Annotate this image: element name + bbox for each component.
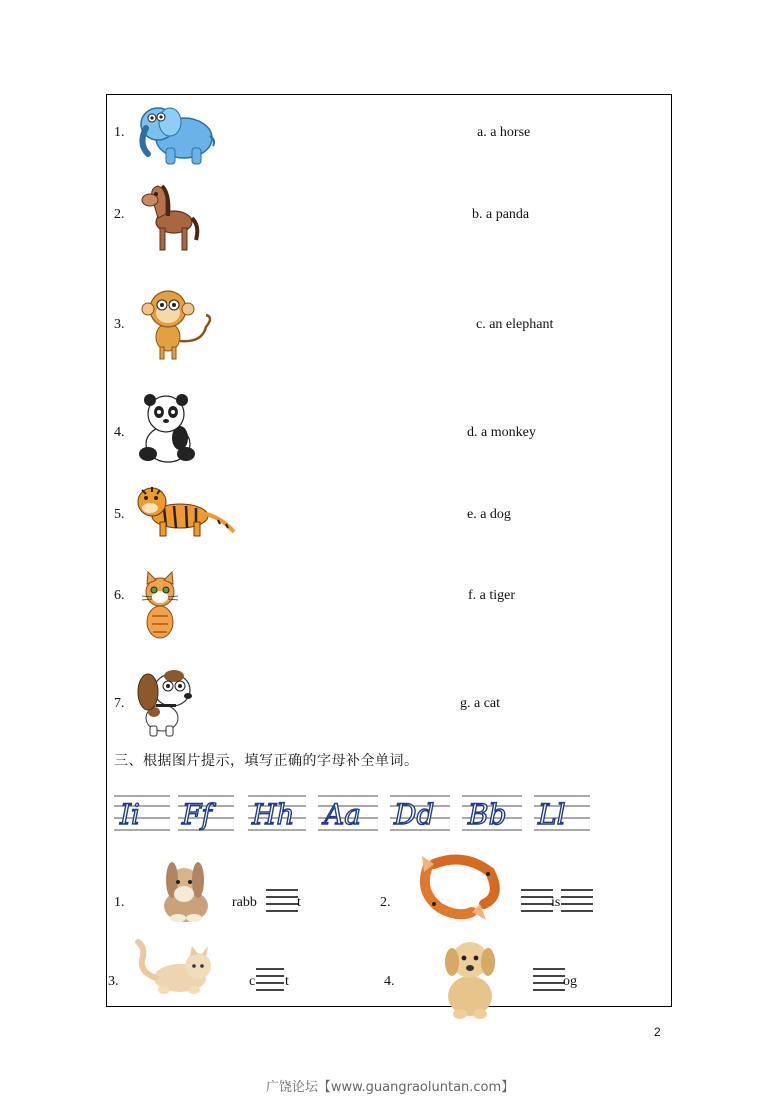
letter-5: Dd: [394, 798, 435, 831]
item-1-number: 1.: [114, 125, 125, 140]
option-d: d. a monkey: [467, 425, 536, 440]
word-3-number: 3.: [108, 974, 119, 989]
option-f: f. a tiger: [468, 588, 516, 603]
letter-2: Ff: [182, 798, 212, 831]
section-3-title: 三、根据图片提示，填写正确的字母补全单词。: [114, 753, 419, 769]
monkey-icon: [136, 287, 218, 361]
item-2-number: 2.: [114, 207, 125, 222]
option-e: e. a dog: [467, 507, 511, 522]
option-g: g. a cat: [460, 696, 501, 711]
word-2-suffix: is: [551, 895, 561, 910]
item-6-number: 6.: [114, 588, 125, 603]
word-2-blank-2[interactable]: [561, 889, 593, 913]
word-4-number: 4.: [384, 974, 395, 989]
item-5-number: 5.: [114, 507, 125, 522]
item-3-number: 3.: [114, 317, 125, 332]
word-2-blank-1[interactable]: [521, 889, 553, 913]
dog-icon: [134, 664, 198, 738]
option-a: a. a horse: [477, 125, 531, 140]
word-3-suffix: t: [285, 974, 289, 989]
letter-7: Ll: [538, 798, 566, 831]
letter-6: Bb: [468, 798, 507, 831]
word-2-number: 2.: [380, 895, 391, 910]
horse-icon: [138, 180, 202, 254]
letter-3: Hh: [252, 798, 295, 831]
letter-4: Aa: [324, 798, 361, 831]
letter-practice-row: [114, 786, 594, 842]
word-4-blank[interactable]: [533, 968, 565, 992]
fish-icon: [414, 852, 504, 928]
word-1-blank[interactable]: [266, 889, 298, 913]
letter-1: Ii: [120, 798, 141, 831]
elephant-icon: [134, 96, 216, 168]
option-c: c. an elephant: [476, 317, 554, 332]
page-number: 2: [654, 1025, 661, 1039]
panda-icon: [136, 392, 198, 466]
word-4-suffix: og: [563, 974, 577, 989]
word-1-number: 1.: [114, 895, 125, 910]
option-b: b. a panda: [472, 207, 530, 222]
word-3-prefix: c: [249, 974, 256, 989]
word-3-blank[interactable]: [256, 968, 284, 992]
rabbit-icon: [156, 852, 214, 924]
footer-watermark: 广饶论坛【www.guangraoluntan.com】: [265, 1080, 515, 1095]
cat-icon: [138, 570, 182, 642]
puppy-icon: [440, 934, 500, 1020]
tiger-icon: [134, 482, 238, 540]
word-1-prefix: rabb: [232, 895, 257, 910]
item-7-number: 7.: [114, 696, 125, 711]
item-4-number: 4.: [114, 425, 125, 440]
kitten-icon: [134, 938, 220, 1000]
word-1-suffix: t: [297, 895, 301, 910]
